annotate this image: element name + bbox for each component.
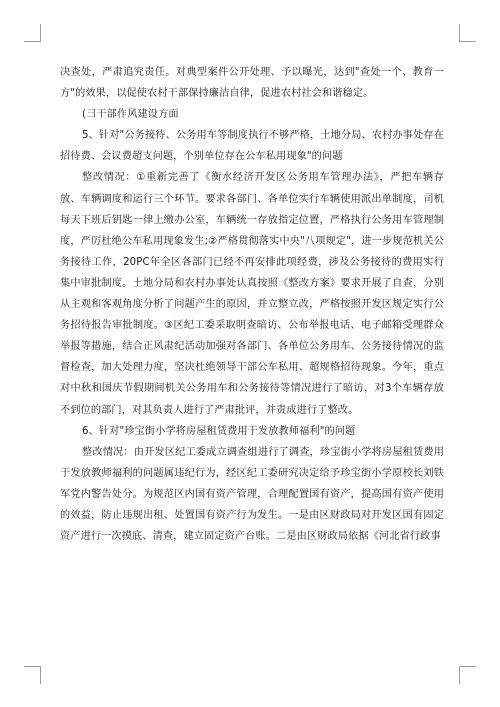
section-heading-cadre-style: (彐干部作风建设方面 xyxy=(82,109,179,121)
document-body xyxy=(60,62,444,547)
paragraph-continuation: 决查处，严肃追究责任。对典型案件公开处理、予以曝光，达到"查处一个、教育一方"的效果，以促使农村干部保持廉洁自律，促进农村社会和谐稳定。 xyxy=(60,67,444,100)
crop-mark-top-right-horizontal xyxy=(459,41,476,42)
rectification-paragraph-6: 整改情况：由开发区纪工委成立调查组进行了调查，珍宝街小学将房屋租赁费用于发放教师福利的问题属违纪行为，经区纪工委研究决定给予珍宝街小学原校长刘铁军党内警告处分。为规范区内国有资产管理，合理配置国有资产，提高国有资产使用的效益，防止违规出租、处置国有资产行为发生。一是由区财政局对开发区国有固定资产进行一次摸底、清查，建立固定资产台账。二是由区财政局依据《河北省行政事 xyxy=(60,446,444,543)
issue-heading-6: 6、针对"珍宝街小学将房屋租赁费用于发放教师福利"的问题 xyxy=(82,425,356,437)
crop-mark-bottom-right-horizontal xyxy=(459,666,476,667)
issue-heading-5: 5、针对"公务接待、公务用车等制度执行不够严格，土地分局、农村办事处存在招待费、会议费超支问题，个别单位存在公车私用现象"的问题 xyxy=(60,130,444,163)
crop-mark-top-right-vertical xyxy=(459,24,460,42)
crop-mark-top-left-horizontal xyxy=(24,41,41,42)
rectification-paragraph-5: 整改情况：①重新完善了《衡水经济开发区公务用车管理办法》，严把车辆存放、车辆调度和运行三个环节。要求各部门、各单位实行车辆使用派出单制度，司机每天下班后钥匙一律上缴办公室，车辆统一存放指定位置，严格执行公务用车管理制度，严厉杜绝公车私用现象发生;②严格贯彻落实中央"八项规定"，进一步规范机关公务接待工作，20PC年全区各部门已经不再安排此项经费，涉及公务接待的费用实行集中审批制度。土地分局和农村办事处认真按照《整改方案》要求开展了自查，分别从主观和客观角度分析了问题产生的原因，并立整立改，严格按照开发区规定实行公务招待报告审批制度。③区纪工委采取明查暗访、公布举报电话、电子邮箱受理群众举报等措施，结合正风肃纪活动加强对各部门、各单位公务用车、公务接待情况的监督检查，加大处理力度，坚决杜绝领导干部公车私用、超规格招待现象。今年，重点对中秋和国庆节假期间机关公务用车和公务接待等情况进行了暗访，对3个车辆存放不到位的部门，对其负责人进行了严肃批评，并责成进行了整改。 xyxy=(60,172,444,416)
crop-mark-bottom-left-vertical xyxy=(40,666,41,684)
crop-mark-top-left-vertical xyxy=(40,24,41,42)
crop-mark-bottom-left-horizontal xyxy=(24,666,41,667)
crop-mark-bottom-right-vertical xyxy=(459,666,460,684)
